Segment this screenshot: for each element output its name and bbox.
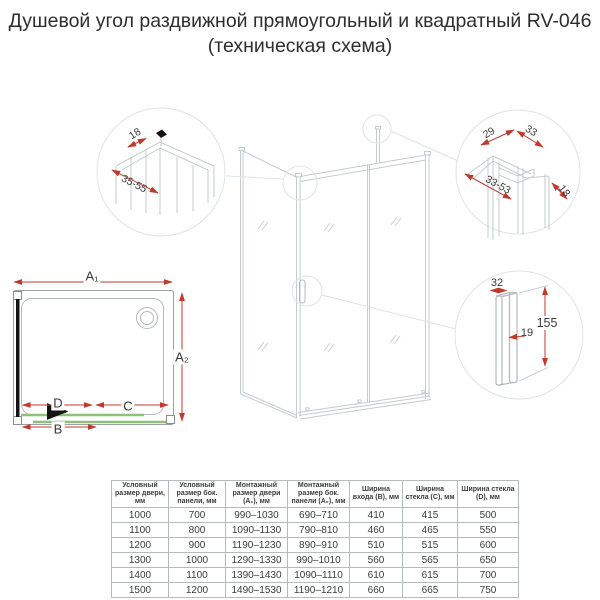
- table-cell: 1190–1210: [288, 583, 350, 598]
- table-header-row: [112, 481, 519, 508]
- table-cell: 1300: [112, 553, 169, 568]
- table-cell: 700: [169, 508, 226, 523]
- table-cell: 890–910: [288, 538, 350, 553]
- dim-label-profile-depth: 18: [126, 125, 144, 143]
- table-header-cell: Ширина входа (B), мм: [350, 481, 403, 508]
- table-cell: 600: [458, 538, 519, 553]
- enclosure-3d: [239, 127, 431, 420]
- table-header-cell: Монтажный размер двери (А₁), мм: [226, 481, 288, 508]
- table-cell: 690–710: [288, 508, 350, 523]
- dim-label-tr-33: 33: [522, 122, 540, 140]
- drain-icon: [137, 308, 158, 329]
- table-cell: 1400: [112, 568, 169, 583]
- glass-panels-plan: [21, 415, 166, 422]
- table-cell: 900: [169, 538, 226, 553]
- handle-detail-drawing: [496, 293, 517, 386]
- mounting-clip: [156, 130, 167, 139]
- side-panel-plan: [16, 299, 20, 417]
- table-cell: 1100: [112, 523, 169, 538]
- table-row: [112, 508, 519, 523]
- table-cell: 460: [350, 523, 403, 538]
- dim-label-a2: A₂: [175, 349, 189, 365]
- plan-view: [14, 282, 183, 427]
- dim-label-b: B: [53, 421, 63, 437]
- table-cell: 565: [403, 553, 458, 568]
- table-cell: 560: [350, 553, 403, 568]
- dim-label-adjust-range: 35-55: [119, 172, 149, 196]
- dim-label-tr-18: 18: [555, 182, 573, 200]
- table-cell: 1100: [169, 568, 226, 583]
- table-cell: 1090–1130: [226, 523, 288, 538]
- plan-dimension-lines: [14, 282, 182, 427]
- table-cell: 1200: [112, 538, 169, 553]
- table-row: [112, 538, 519, 553]
- dim-label-c: C: [123, 398, 133, 414]
- table-cell: 415: [403, 508, 458, 523]
- table-cell: 1000: [169, 553, 226, 568]
- table-cell: 410: [350, 508, 403, 523]
- table-cell: 610: [350, 568, 403, 583]
- detail-top-right: [456, 110, 580, 240]
- size-table: [111, 480, 519, 598]
- table-row: [112, 583, 519, 598]
- glass-sparkle-icon: [258, 217, 401, 352]
- table-cell: 500: [458, 508, 519, 523]
- table-cell: 990–1010: [288, 553, 350, 568]
- table-cell: 665: [403, 583, 458, 598]
- title-line-2: (техническая схема): [207, 35, 393, 57]
- table-cell: 615: [403, 568, 458, 583]
- table-cell: 550: [458, 523, 519, 538]
- dim-label-tr-3353: 33-53: [483, 173, 513, 197]
- table-cell: 990–1030: [226, 508, 288, 523]
- dim-label-handle-height: 155: [536, 316, 558, 330]
- dim-label-handle-width: 32: [490, 277, 504, 289]
- table-cell: 515: [403, 538, 458, 553]
- table-cell: 1390–1430: [226, 568, 288, 583]
- table-cell: 790–810: [288, 523, 350, 538]
- table-cell: 660: [350, 583, 403, 598]
- table-cell: 1090–1110: [288, 568, 350, 583]
- dim-label-d: D: [53, 395, 63, 411]
- table-cell: 1000: [112, 508, 169, 523]
- table-header-cell: Монтажный размер бок. панели (А₂), мм: [288, 481, 350, 508]
- table-cell: 650: [458, 553, 519, 568]
- table-header-cell: Условный размер бок. панели, мм: [169, 481, 226, 508]
- table-header-cell: Ширина стекла (C), мм: [403, 481, 458, 508]
- table-cell: 1290–1330: [226, 553, 288, 568]
- detail-handle: [455, 271, 583, 399]
- table-header-cell: Ширина стекла (D), мм: [458, 481, 519, 508]
- detail-top-left: [97, 108, 225, 236]
- table-row: [112, 523, 519, 538]
- table-cell: 510: [350, 538, 403, 553]
- table-row: [112, 553, 519, 568]
- table-cell: 750: [458, 583, 519, 598]
- dim-label-a1: A₁: [85, 268, 99, 284]
- title-line-1: Душевой угол раздвижной прямоугольный и квадратный RV-046: [8, 10, 592, 32]
- table-cell: 700: [458, 568, 519, 583]
- table-cell: 1200: [169, 583, 226, 598]
- table-cell: 800: [169, 523, 226, 538]
- dim-label-tr-29: 29: [480, 124, 498, 142]
- table-cell: 465: [403, 523, 458, 538]
- table-header-cell: Условный размер двери, мм: [112, 481, 169, 508]
- table-cell: 1490–1530: [226, 583, 288, 598]
- dim-label-handle-gap: 19: [520, 327, 534, 339]
- table-row: [112, 568, 519, 583]
- callout-leaders: [226, 115, 458, 329]
- table-cell: 1190–1230: [226, 538, 288, 553]
- table-cell: 1500: [112, 583, 169, 598]
